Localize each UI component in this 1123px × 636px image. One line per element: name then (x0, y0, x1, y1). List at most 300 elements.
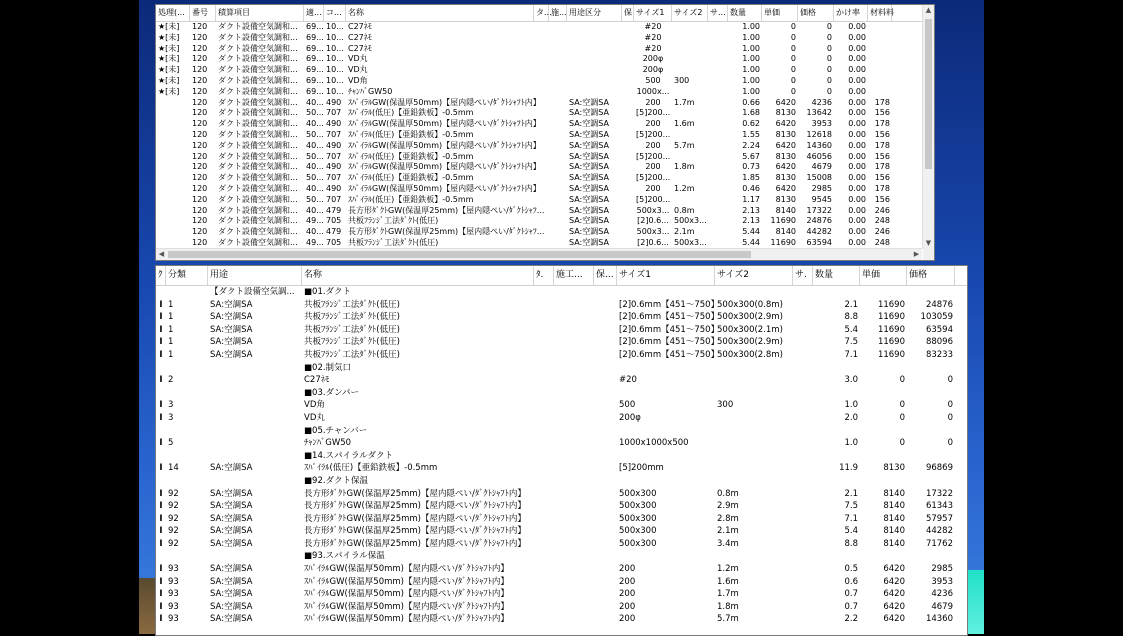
summary-cell: I (159, 324, 163, 335)
estimate-cell: [2]0.6... (637, 216, 669, 226)
horizontal-scroll-thumb[interactable] (168, 251, 751, 258)
summary-cell: 500x300(2.8m) (717, 349, 783, 360)
summary-cell: 500x300(0.8m) (717, 299, 783, 310)
estimate-cell (549, 216, 567, 227)
estimate-column-header[interactable]: 単価 (762, 5, 798, 21)
summary-row[interactable] (156, 387, 967, 400)
estimate-cell (549, 108, 567, 119)
summary-cell: 8140 (883, 526, 905, 537)
scroll-left-arrow-icon[interactable]: ◀ (158, 250, 165, 258)
summary-cell (554, 613, 594, 626)
estimate-cell: ★[未] (158, 43, 180, 53)
summary-row[interactable] (156, 488, 967, 501)
summary-cell (813, 425, 860, 438)
summary-cell (534, 613, 554, 626)
estimate-cell: 120 (192, 43, 208, 53)
summary-row[interactable] (156, 601, 967, 614)
estimate-cell (549, 44, 567, 55)
estimate-column-header[interactable]: 名称 (346, 5, 534, 21)
vertical-scrollbar[interactable] (922, 5, 934, 249)
summary-row[interactable] (156, 588, 967, 601)
summary-cell (534, 374, 554, 387)
estimate-row[interactable] (156, 206, 922, 217)
summary-column-header[interactable]: ﾀ. (534, 266, 554, 285)
summary-cell (594, 349, 617, 362)
summary-cell (715, 550, 793, 563)
estimate-cell: 120 (192, 65, 208, 75)
summary-row[interactable] (156, 336, 967, 349)
summary-cell: 24876 (925, 299, 953, 310)
summary-cell: 0.7 (844, 601, 858, 612)
summary-cell (594, 399, 617, 412)
summary-cell (860, 450, 907, 463)
summary-row[interactable] (156, 425, 967, 438)
estimate-cell (549, 98, 567, 109)
estimate-cell: 15008 (806, 173, 832, 183)
summary-cell: SA:空調SA (210, 513, 253, 524)
estimate-row[interactable] (156, 152, 922, 163)
estimate-cell: ダクト設備空気調和... (218, 119, 298, 129)
summary-column-header[interactable]: サ. (793, 266, 813, 285)
summary-cell: 500x300 (619, 488, 657, 499)
summary-cell (554, 488, 594, 501)
summary-table (156, 266, 967, 626)
estimate-cell: 0.00 (848, 65, 866, 75)
summary-cell: 0 (947, 412, 953, 423)
scroll-right-arrow-icon[interactable]: ▶ (913, 250, 920, 258)
summary-cell (554, 588, 594, 601)
summary-column-header[interactable]: サイズ1 (617, 266, 715, 285)
summary-cell (156, 550, 166, 563)
summary-cell: C27ﾈﾓ (304, 375, 330, 386)
estimate-row[interactable] (156, 130, 922, 141)
estimate-column-header[interactable]: 施... (549, 5, 567, 21)
estimate-cell: 120 (192, 151, 208, 161)
summary-column-header[interactable]: 施工... (554, 266, 594, 285)
summary-cell (594, 500, 617, 513)
estimate-cell: SA:空調SA (569, 97, 609, 107)
estimate-column-header[interactable]: タ... (534, 5, 549, 21)
summary-cell: I (159, 488, 163, 499)
estimate-header-row (156, 5, 922, 22)
estimate-cell: ★[未] (158, 75, 180, 85)
summary-cell (156, 425, 166, 438)
estimate-row[interactable] (156, 44, 922, 55)
summary-row[interactable] (156, 576, 967, 589)
estimate-cell (549, 184, 567, 195)
summary-cell (208, 362, 302, 375)
summary-cell: VD丸 (304, 412, 325, 423)
estimate-cell: ダクト設備空気調和... (218, 22, 298, 31)
estimate-cell: 0 (790, 22, 796, 31)
estimate-cell: 3953 (811, 119, 832, 129)
summary-row[interactable] (156, 437, 967, 450)
summary-cell (534, 513, 554, 526)
summary-cell (594, 538, 617, 551)
estimate-cell: 40... (306, 183, 324, 193)
summary-cell: 長方形ﾀﾞｸﾄGW(保温厚25mm)【屋内隠ぺい/ﾀﾞｸﾄｼｬﾌﾄ内】 (304, 513, 526, 524)
summary-row[interactable] (156, 324, 967, 337)
estimate-cell (868, 22, 892, 33)
summary-cell (715, 425, 793, 438)
estimate-cell: 0.00 (848, 129, 866, 139)
estimate-cell: 156 (874, 151, 890, 161)
estimate-cell (534, 206, 549, 217)
estimate-cell: 1.85 (742, 173, 760, 183)
estimate-row[interactable] (156, 119, 922, 130)
estimate-row[interactable] (156, 76, 922, 87)
estimate-row[interactable] (156, 98, 922, 109)
summary-cell: 500x300 (619, 526, 657, 537)
estimate-cell: [5]200... (636, 129, 671, 139)
summary-cell (594, 425, 617, 438)
summary-cell (554, 538, 594, 551)
estimate-cell: 6420 (775, 97, 796, 107)
estimate-row[interactable] (156, 184, 922, 195)
estimate-cell: 120 (192, 97, 208, 107)
estimate-cell: 1.00 (742, 43, 760, 53)
summary-cell (208, 387, 302, 400)
summary-cell: 93 (168, 576, 179, 587)
summary-row[interactable] (156, 349, 967, 362)
estimate-cell (708, 98, 728, 109)
summary-row[interactable] (156, 525, 967, 538)
summary-cell: 1 (168, 299, 174, 310)
estimate-column-header[interactable]: 価格 (798, 5, 834, 21)
estimate-cell: 0 (826, 43, 832, 53)
summary-column-header[interactable]: 用途 (208, 266, 302, 285)
estimate-column-header[interactable]: かけ率 (834, 5, 868, 21)
estimate-column-header[interactable]: 適... (304, 5, 324, 21)
estimate-cell: 0.00 (848, 32, 866, 42)
estimate-cell (708, 216, 728, 227)
summary-cell: ﾁｬﾝﾊﾞGW50 (304, 438, 352, 449)
estimate-row[interactable] (156, 141, 922, 152)
estimate-cell: 479 (326, 205, 342, 215)
estimate-cell (622, 108, 634, 119)
summary-cell (793, 412, 813, 425)
summary-row[interactable] (156, 475, 967, 488)
summary-cell (594, 601, 617, 614)
estimate-cell (622, 206, 634, 217)
summary-row[interactable] (156, 613, 967, 626)
estimate-cell: 40... (306, 227, 324, 237)
summary-cell (534, 450, 554, 463)
summary-cell: 4679 (931, 601, 953, 612)
estimate-column-header[interactable]: 用途区分 (567, 5, 622, 21)
summary-cell: 61343 (925, 501, 953, 512)
estimate-cell (534, 162, 549, 173)
summary-column-header[interactable]: ｸ (156, 266, 166, 285)
estimate-cell: 120 (192, 140, 208, 150)
estimate-column-header[interactable]: 積算項目 (216, 5, 304, 21)
estimate-cell: 178 (874, 140, 890, 150)
summary-cell: 93 (168, 589, 179, 600)
estimate-cell (708, 162, 728, 173)
summary-cell: 6420 (883, 601, 905, 612)
summary-row[interactable] (156, 299, 967, 312)
summary-cell (554, 437, 594, 450)
summary-cell: 0.6 (844, 576, 858, 587)
estimate-cell: 10... (326, 32, 344, 42)
estimate-cell: 200 (645, 162, 661, 172)
estimate-cell (549, 33, 567, 44)
summary-cell: I (159, 412, 163, 423)
estimate-row[interactable] (156, 173, 922, 184)
estimate-cell: ダクト設備空気調和... (218, 65, 298, 75)
summary-cell (907, 550, 955, 563)
estimate-cell: 120 (192, 216, 208, 226)
summary-cell: I (159, 564, 163, 575)
summary-cell (156, 387, 166, 400)
summary-cell: ■93.スパイラル保温 (304, 551, 385, 562)
summary-cell: SA:空調SA (210, 526, 253, 537)
estimate-cell (708, 152, 728, 163)
summary-cell: 5.7m (717, 614, 739, 625)
summary-cell (793, 399, 813, 412)
summary-cell (594, 299, 617, 312)
estimate-cell: 0.00 (848, 173, 866, 183)
scroll-corner (923, 249, 934, 260)
estimate-cell (534, 195, 549, 206)
summary-cell: 7.5 (844, 501, 858, 512)
summary-cell: 200 (619, 614, 636, 625)
estimate-cell: 490 (326, 140, 342, 150)
estimate-cell: 490 (326, 97, 342, 107)
estimate-cell: 120 (192, 205, 208, 215)
scroll-down-arrow-icon[interactable]: ▼ (925, 239, 932, 247)
summary-row[interactable] (156, 450, 967, 463)
summary-cell (793, 462, 813, 475)
summary-cell: 2.1 (844, 488, 858, 499)
summary-row[interactable] (156, 500, 967, 513)
summary-cell (534, 311, 554, 324)
estimate-cell (549, 22, 567, 33)
estimate-cell: 120 (192, 237, 208, 247)
summary-cell: [2]0.6mm【451～750】 (619, 312, 720, 323)
estimate-row[interactable] (156, 54, 922, 65)
estimate-column-header[interactable]: サイズ2 (672, 5, 708, 21)
estimate-cell: 8140 (775, 205, 796, 215)
estimate-column-header[interactable]: コ... (324, 5, 346, 21)
summary-cell (166, 550, 208, 563)
estimate-cell: #20 (644, 43, 662, 53)
estimate-cell (156, 162, 190, 173)
summary-row[interactable] (156, 538, 967, 551)
summary-row[interactable] (156, 311, 967, 324)
estimate-cell: 2.1m (674, 227, 695, 237)
estimate-column-header[interactable]: 保 (622, 5, 634, 21)
estimate-cell: ダクト設備空気調和... (218, 151, 298, 161)
summary-cell (554, 450, 594, 463)
summary-cell (813, 475, 860, 488)
summary-cell (534, 349, 554, 362)
summary-cell (534, 462, 554, 475)
estimate-cell (534, 216, 549, 227)
estimate-row[interactable] (156, 87, 922, 98)
estimate-cell (708, 76, 728, 87)
summary-cell (617, 387, 715, 400)
summary-cell (594, 336, 617, 349)
summary-cell: 0 (947, 375, 953, 386)
summary-cell (793, 374, 813, 387)
summary-cell (793, 488, 813, 501)
estimate-cell (622, 87, 634, 98)
estimate-cell: 1.00 (742, 86, 760, 96)
estimate-cell: 500 (645, 75, 661, 85)
summary-cell: I (159, 538, 163, 549)
summary-cell (534, 425, 554, 438)
summary-row[interactable] (156, 286, 967, 299)
estimate-cell: 300 (674, 75, 690, 85)
summary-cell (594, 475, 617, 488)
estimate-cell: #20 (644, 32, 662, 42)
summary-column-header[interactable]: 分類 (166, 266, 208, 285)
estimate-cell: 6420 (775, 119, 796, 129)
estimate-column-header[interactable]: 番号 (190, 5, 216, 21)
estimate-cell: 500x3... (636, 227, 670, 237)
estimate-cell: 120 (192, 22, 208, 31)
summary-row[interactable] (156, 399, 967, 412)
estimate-cell: 200 (645, 140, 661, 150)
estimate-row[interactable] (156, 195, 922, 206)
summary-row[interactable] (156, 563, 967, 576)
estimate-row[interactable] (156, 65, 922, 76)
estimate-cell: 0.00 (848, 86, 866, 96)
estimate-cell: 長方形ﾀﾞｸﾄGW(保温厚25mm)【屋内隠ぺい/ﾀﾞｸﾄｼｬﾌ... (348, 205, 545, 215)
summary-cell (208, 437, 302, 450)
estimate-cell: #20 (644, 22, 662, 31)
summary-cell: 5.4 (844, 526, 858, 537)
estimate-row[interactable] (156, 216, 922, 227)
summary-row[interactable] (156, 462, 967, 475)
estimate-column-header[interactable]: 数量 (728, 5, 762, 21)
estimate-cell: 0 (790, 65, 796, 75)
summary-cell (715, 412, 793, 425)
estimate-cell (567, 33, 622, 44)
estimate-cell: 8130 (775, 151, 796, 161)
estimate-cell (622, 54, 634, 65)
estimate-cell (708, 87, 728, 98)
estimate-cell: 10... (326, 65, 344, 75)
summary-cell: 7.5 (844, 337, 858, 348)
estimate-cell: 1.68 (742, 108, 760, 118)
summary-column-header[interactable]: 保... (594, 266, 617, 285)
summary-cell (534, 399, 554, 412)
estimate-cell: ダクト設備空気調和... (218, 205, 298, 215)
summary-cell (594, 563, 617, 576)
estimate-cell: 10... (326, 54, 344, 64)
summary-cell: 200 (619, 601, 636, 612)
estimate-cell: 10... (326, 43, 344, 53)
estimate-column-header[interactable]: 材料料 (868, 5, 892, 21)
estimate-cell: 120 (192, 86, 208, 96)
summary-cell (617, 450, 715, 463)
summary-cell: 5.4 (844, 324, 858, 335)
estimate-cell (622, 162, 634, 173)
summary-row[interactable] (156, 412, 967, 425)
summary-cell (813, 550, 860, 563)
estimate-cell: 0.00 (848, 227, 866, 237)
estimate-cell: 50... (306, 151, 324, 161)
estimate-column-header[interactable]: 処理(... (156, 5, 190, 21)
summary-cell: 【ダクト設備空気調... (210, 287, 295, 297)
estimate-column-header[interactable]: サイズ1 (634, 5, 672, 21)
estimate-cell: 40... (306, 140, 324, 150)
summary-cell: [2]0.6mm【451～750】 (619, 299, 720, 310)
summary-cell (793, 349, 813, 362)
estimate-cell: 156 (874, 194, 890, 204)
estimate-cell (549, 206, 567, 217)
estimate-cell: 50... (306, 108, 324, 118)
summary-cell (793, 324, 813, 337)
summary-row[interactable] (156, 550, 967, 563)
summary-cell: 500x300(2.9m) (717, 337, 783, 348)
summary-cell (208, 475, 302, 488)
summary-column-header[interactable]: 単価 (860, 266, 907, 285)
estimate-cell (534, 119, 549, 130)
estimate-cell (549, 87, 567, 98)
estimate-row[interactable] (156, 227, 922, 238)
summary-cell (554, 399, 594, 412)
estimate-cell: ★[未] (158, 32, 180, 42)
estimate-cell (534, 130, 549, 141)
estimate-cell: 120 (192, 54, 208, 64)
summary-cell: 500x300 (619, 538, 657, 549)
vertical-scroll-thumb[interactable] (925, 19, 932, 169)
estimate-cell: 248 (874, 237, 890, 247)
summary-cell: 11690 (877, 349, 905, 360)
estimate-row[interactable] (156, 108, 922, 119)
summary-cell (793, 525, 813, 538)
estimate-cell (622, 152, 634, 163)
estimate-cell: ｽﾊﾟｲﾗﾙGW(保温厚50mm)【屋内隠ぺい/ﾀﾞｸﾄｼｬﾌﾄ内】 (348, 140, 541, 150)
summary-column-header[interactable]: 価格 (907, 266, 955, 285)
estimate-cell: 120 (192, 183, 208, 193)
estimate-row[interactable] (156, 22, 922, 33)
estimate-column-header[interactable]: サ... (708, 5, 728, 21)
estimate-cell: 8140 (775, 227, 796, 237)
estimate-row[interactable] (156, 162, 922, 173)
summary-row[interactable] (156, 513, 967, 526)
estimate-cell: ダクト設備空気調和... (218, 86, 298, 96)
horizontal-scrollbar[interactable] (156, 248, 922, 260)
summary-cell (534, 588, 554, 601)
estimate-cell (534, 22, 549, 33)
estimate-cell: SA:空調SA (569, 151, 609, 161)
summary-cell: 共板ﾌﾗﾝｼﾞ工法ﾀﾞｸﾄ(低圧) (304, 299, 400, 310)
estimate-cell: 長方形ﾀﾞｸﾄGW(保温厚25mm)【屋内隠ぺい/ﾀﾞｸﾄｼｬﾌ... (348, 227, 545, 237)
summary-cell: ■05.チャンバー (304, 425, 368, 436)
summary-cell: 0 (947, 400, 953, 411)
estimate-cell: C27ﾈﾓ (348, 32, 372, 42)
estimate-cell (534, 98, 549, 109)
summary-cell: 92 (168, 538, 179, 549)
summary-column-header[interactable]: 名称 (302, 266, 534, 285)
estimate-cell (672, 44, 708, 55)
estimate-cell: 490 (326, 183, 342, 193)
estimate-cell: 0.00 (848, 119, 866, 129)
estimate-cell: 0.00 (848, 108, 866, 118)
summary-column-header[interactable]: サイズ2 (715, 266, 793, 285)
estimate-cell (672, 152, 708, 163)
estimate-row[interactable] (156, 33, 922, 44)
summary-row[interactable] (156, 374, 967, 387)
summary-column-header[interactable]: 数量 (813, 266, 860, 285)
scroll-up-arrow-icon[interactable]: ▲ (925, 6, 932, 14)
summary-cell (166, 450, 208, 463)
summary-row[interactable] (156, 362, 967, 375)
